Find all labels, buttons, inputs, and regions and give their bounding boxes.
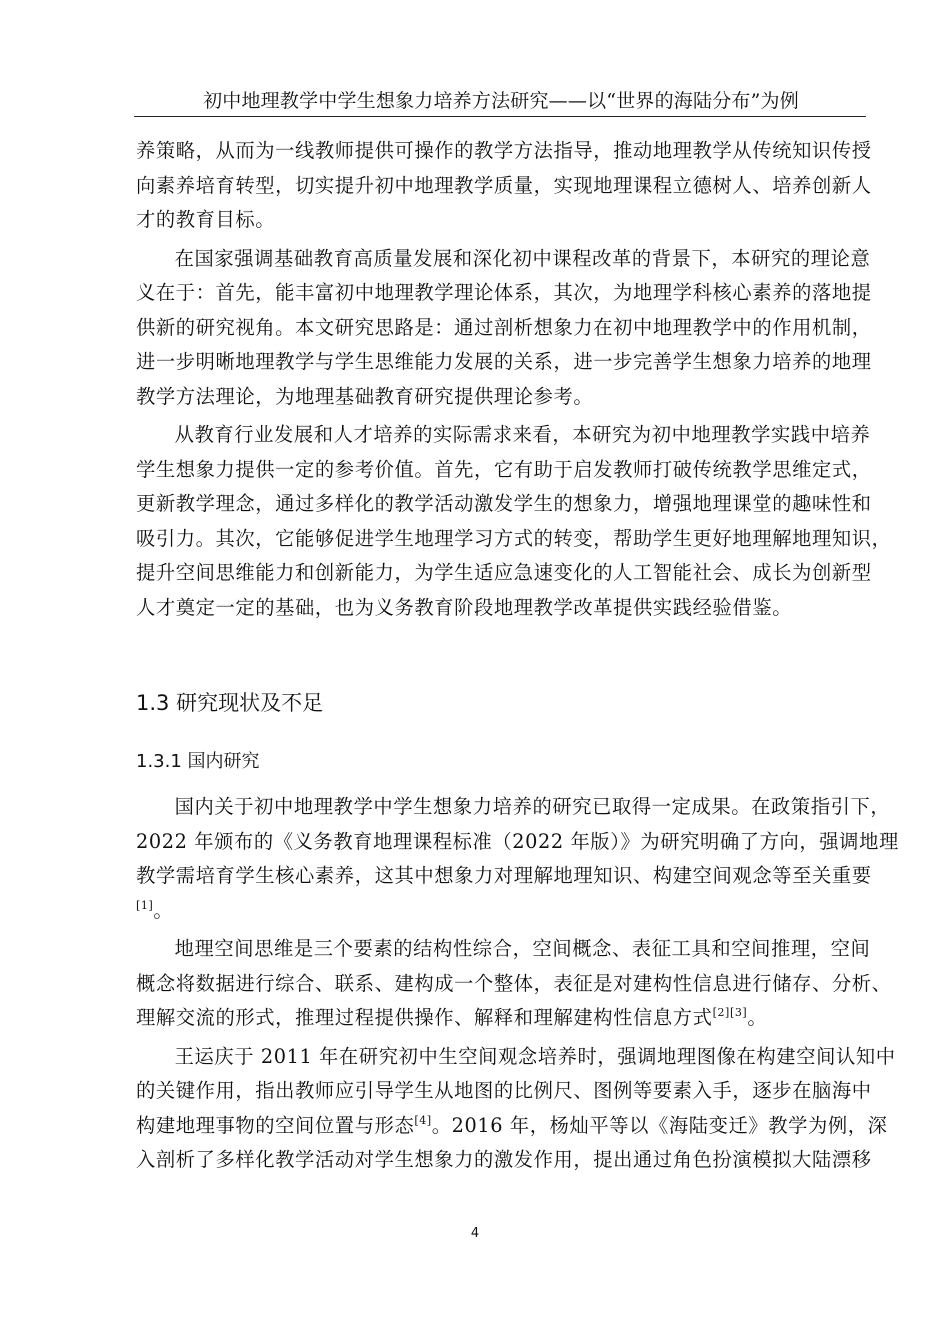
page-number: 4 xyxy=(470,1226,480,1241)
paragraph xyxy=(136,418,892,625)
text-line: 概念将数据进行综合、联系、建构成一个整体，表征是对建构性信息进行储存、分析、 xyxy=(136,971,892,995)
text-line: 更新教学理念，通过多样化的教学活动激发学生的想象力，增强地理课堂的趣味性和 xyxy=(136,492,872,515)
subsection-heading: 1.3.1 国内研究 xyxy=(136,751,260,772)
text-line: 义在于：首先，能丰富初中地理教学理论体系，其次，为地理学科核心素养的落地提 xyxy=(136,281,872,304)
text-run: 理解交流的形式，推理过程提供操作、解释和理解建构性信息方式 xyxy=(136,1006,713,1029)
text-line: 向素养培育转型，切实提升初中地理教学质量，实现地理课程立德树人、培养创新人 xyxy=(136,173,872,197)
citation: [2][3] xyxy=(712,1006,748,1019)
citation: [4] xyxy=(414,1113,432,1127)
text-run: 。2016 年，杨灿平等以《海陆变迁》教学为例，深 xyxy=(431,1113,888,1137)
punctuation: 。 xyxy=(747,1006,768,1029)
text-line: 吸引力。其次，它能够促进学生地理学习方式的转变，帮助学生更好地理解地理知识， xyxy=(136,526,892,550)
text-line: 从教育行业发展和人才培养的实际需求来看，本研究为初中地理教学实践中培养 xyxy=(174,423,871,446)
text-line xyxy=(136,1109,888,1144)
text-line xyxy=(136,894,866,929)
text-line: 王运庆于 2011 年在研究初中生空间观念培养时，强调地理图像在构建空间认知中 xyxy=(174,1044,896,1068)
paragraph xyxy=(136,790,899,928)
text-line: 供新的研究视角。本文研究思路是：通过剖析想象力在初中地理教学中的作用机制， xyxy=(136,315,872,339)
text-line: 教学需培育学生核心素养，这其中想象力对理解地理知识、构建空间观念等至关重要 xyxy=(136,864,872,887)
text-line: 国内关于初中地理教学中学生想象力培养的研究已取得一定成果。在政策指引下， xyxy=(174,795,891,818)
text-line: 提升空间思维能力和创新能力，为学生适应急速变化的人工智能社会、成长为创新型 xyxy=(136,561,872,584)
running-header: 初中地理教学中学生想象力培养方法研究——以“世界的海陆分布”为例 xyxy=(203,90,799,112)
paragraph xyxy=(136,932,892,1036)
text-line: 才的教育目标。 xyxy=(136,208,276,231)
text-line: 的关键作用，指出教师应引导学生从地图的比例尺、图例等要素入手，逐步在脑海中 xyxy=(136,1079,872,1102)
text-line: 入剖析了多样化教学活动对学生想象力的激发作用，提出通过角色扮演模拟大陆漂移 xyxy=(136,1148,872,1171)
text-line: 教学方法理论，为地理基础教育研究提供理论参考。 xyxy=(136,384,594,408)
text-line: 在国家强调基础教育高质量发展和深化初中课程改革的背景下，本研究的理论意 xyxy=(174,246,871,270)
text-line: 人才奠定一定的基础，也为义务教育阶段地理教学改革提供实践经验借鉴。 xyxy=(136,595,793,619)
intro-section xyxy=(136,134,892,625)
paragraph xyxy=(136,1040,896,1178)
section-heading: 1.3 研究现状及不足 xyxy=(136,691,324,715)
text-line xyxy=(136,1001,866,1036)
text-line: 学生想象力提供一定的参考价值。首先，它有助于启发教师打破传统教学思维定式， xyxy=(136,457,872,481)
punctuation: 。 xyxy=(153,898,174,922)
text-line: 进一步明晰地理教学与学生思维能力发展的关系，进一步完善学生想象力培养的地理 xyxy=(136,350,872,373)
paragraph xyxy=(136,134,872,238)
header-rule xyxy=(134,116,866,117)
text-run: 构建地理事物的空间位置与形态 xyxy=(136,1113,415,1137)
text-line: 地理空间思维是三个要素的结构性综合，空间概念、表征工具和空间推理，空间 xyxy=(174,937,871,960)
paragraph xyxy=(136,242,872,415)
text-line: 2022 年颁布的《义务教育地理课程标准（2022 年版）》为研究明确了方向，强调地理 xyxy=(136,829,899,853)
domestic-research-section xyxy=(136,790,899,1178)
citation: [1] xyxy=(136,898,154,912)
text-line: 养策略，从而为一线教师提供可操作的教学方法指导，推动地理教学从传统知识传授 xyxy=(136,139,872,162)
